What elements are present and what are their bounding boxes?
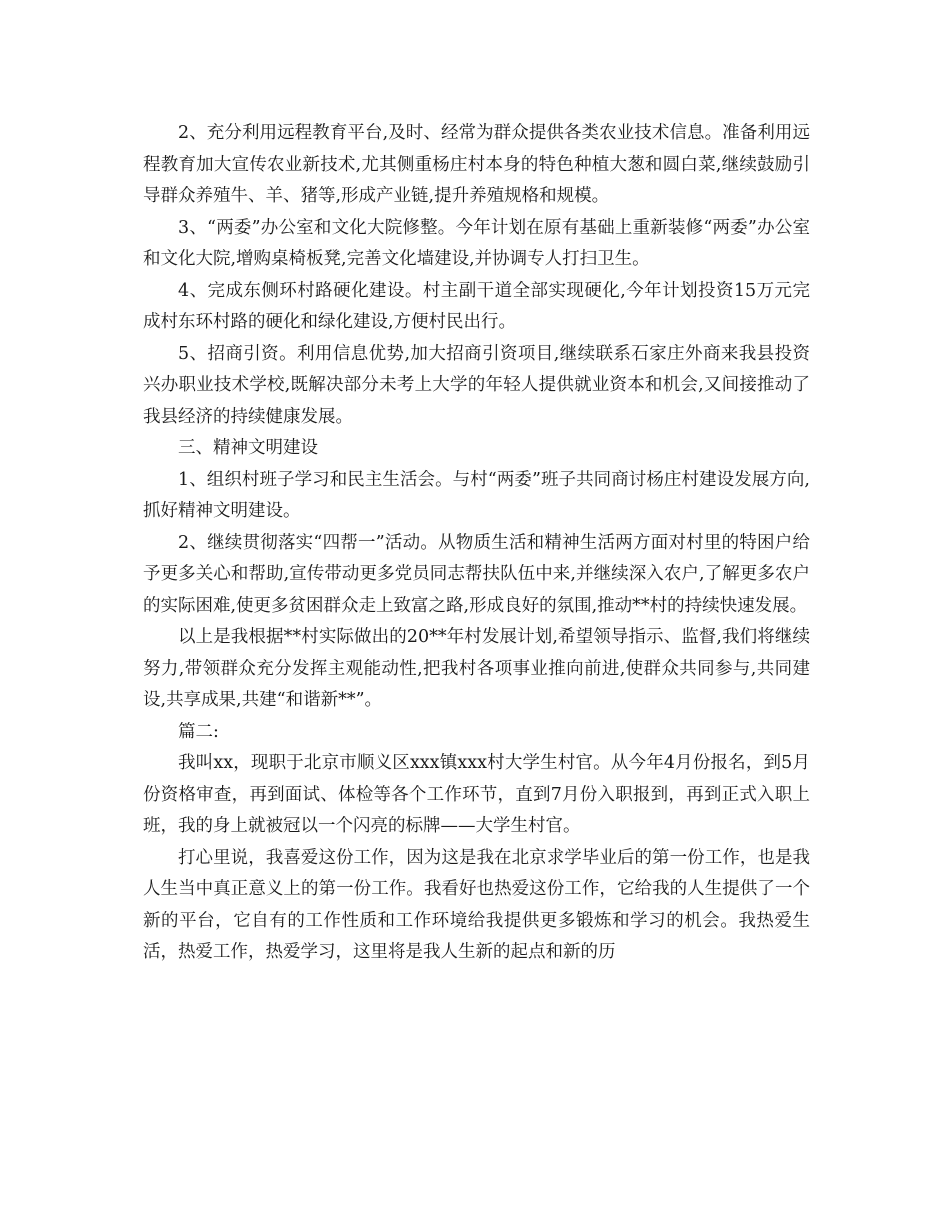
part-two-heading: 篇二: xyxy=(178,721,219,742)
paragraph-plan-item-2: 2、充分利用远程教育平台,及时、经常为群众提供各类农业技术信息。准备利用远程教育加大宣传农业新技术,尤其侧重杨庄村本身的特色种植大葱和圆白菜,继续鼓励引导群众养殖牛、羊、猪等,形成产业链,提升养殖规格和规模。 xyxy=(143,123,810,206)
paragraph-introduction: 我叫xx，现职于北京市顺义区xxx镇xxx村大学生村官。从今年4月份报名，到5月份资格审查，再到面试、体检等各个工作环节，直到7月份入职报到，再到正式入职上班，我的身上就被冠以一个闪亮的标牌——大学生村官。 xyxy=(143,753,810,836)
paragraph-plan-item-3: 3、“两委”办公室和文化大院修整。今年计划在原有基础上重新装修“两委”办公室和文化大院,增购桌椅板凳,完善文化墙建设,并协调专人打扫卫生。 xyxy=(143,217,810,269)
paragraph-conclusion: 以上是我根据**村实际做出的20**年村发展计划,希望领导指示、监督,我们将继续努力,带领群众充分发挥主观能动性,把我村各项事业推向前进,使群众共同参与,共同建设,共享成果,共建“和谐新**”。 xyxy=(143,627,810,710)
paragraph-civilization-item-1: 1、组织村班子学习和民主生活会。与村“两委”班子共同商讨杨庄村建设发展方向,抓好精神文明建设。 xyxy=(143,469,810,521)
section-heading-spiritual-civilization: 三、精神文明建设 xyxy=(178,438,318,458)
document-page xyxy=(143,118,810,969)
paragraph-civilization-item-2: 2、继续贯彻落实“四帮一”活动。从物质生活和精神生活两方面对村里的特困户给予更多关心和帮助,宣传带动更多党员同志帮扶队伍中来,并继续深入农户,了解更多农户的实际困难,使更多贫困群众走上致富之路,形成良好的氛围,推动**村的持续快速发展。 xyxy=(143,532,810,616)
paragraph-plan-item-4: 4、完成东侧环村路硬化建设。村主副干道全部实现硬化,今年计划投资15万元完成村东环村路的硬化和绿化建设,方便村民出行。 xyxy=(143,280,810,332)
paragraph-work-feelings: 打心里说，我喜爱这份工作，因为这是我在北京求学毕业后的第一份工作，也是我人生当中真正意义上的第一份工作。我看好也热爱这份工作，它给我的人生提供了一个新的平台，它自有的工作性质和工作环境给我提供更多锻炼和学习的机会。我热爱生活，热爱工作，热爱学习，这里将是我人生新的起点和新的历 xyxy=(143,847,810,962)
paragraph-plan-item-5: 5、招商引资。利用信息优势,加大招商引资项目,继续联系石家庄外商来我县投资兴办职业技术学校,既解决部分未考上大学的年轻人提供就业资本和机会,又间接推动了我县经济的持续健康发展。 xyxy=(143,343,810,427)
